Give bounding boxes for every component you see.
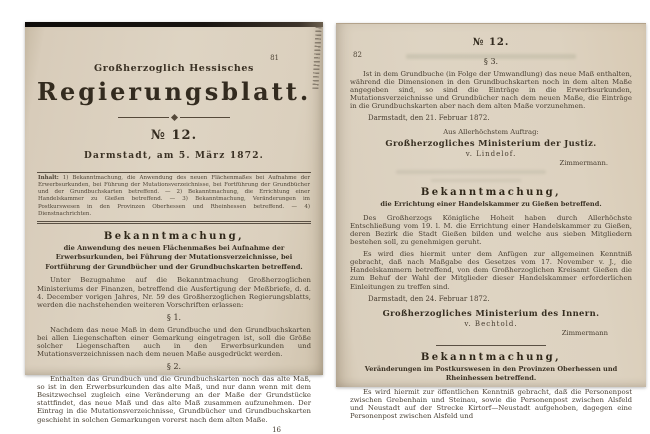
announcement1-subheading: die Anwendung des neuen Flächenmaßes bei Aufnahme der Erwerbsurkunden, bei Führung der Mutationsverzeichnisse, bei Fortführung der Grundbücher und der Grundbuchskarten betreffend. [45,243,303,271]
section-2-paragraph: Enthalten das Grundbuch und die Grundbuchskarten noch das alte Maß, so ist in den Erwerbsurkunden das alte Maß, und nur dann wenn mit dem Besitzwechsel zugleich eine Veränderung an der Maße der Grundstücke stattfindet, das neue Maß und das alte Maß zusammen aufzunehmen. Der Eintrag in die Mutationsverzeichnisse, Grundbücher und Grundbuchskarten geschieht in solchen Gemarkungen vorerst nach dem alten Maße. [37,375,311,424]
inhalt-box [37,172,311,224]
ministry-justice: Großherzogliches Ministerium der Justiz. [385,138,597,149]
inhalt-text: 1) Bekanntmachung, die Anwendung des neuen Flächenmaßes bei Aufnahme der Erwerbsurkunden, bei Führung der Mutationsverzeichnisse, bei Fortführung der Grundbücher und der Grundbuchskarten betreffend. — 2) Bekanntmachung, die Errichtung einer Handelskammer zu Gießen betreffend. — 3) Bekanntmachung, Veränderungen im Postkurswesen in den Provinzen Oberhessen und Rheinhessen betreffend. — 4) Dienstnachrichten. [38,175,311,217]
ornament-diamond [170,114,177,121]
issue-dateline: Darmstadt, am 5. März 1872. [83,151,265,161]
page-number-right: 82 [353,51,362,59]
auftrag-line: Aus Allerhöchstem Auftrag: [443,128,539,137]
section-1-label: § 1. [166,312,182,322]
ornament-line-right [180,117,231,118]
masthead-title: Regierungsblatt. [37,77,312,106]
announcement1-intro: Unter Bezugnahme auf die Bekanntmachung Großherzoglichen Ministeriums der Finanzen, betreffend die Ausfertigung der Meßbriefe, d. d. 4. December vorigen Jahres, Nr. 59 des Großherzoglichen Regierungsblatts, werden die nachstehenden weiteren Vorschriften erlassen: [37,276,311,309]
page-number-left: 81 [270,54,279,62]
announcement3-heading: Bekanntmachung, [420,351,562,363]
section-3-paragraph: Ist in dem Grundbuche (in Folge der Umwandlung) das neue Maß enthalten, während die Dimensionen in den Grundbuchskarten noch in dem alten Maße angegeben sind, so sind die Einträge in die Erwerbsurkunden, Mutationsverzeichnisse und Grundbücher nach dem neuen Maße, die Einträge in die Grundbuchskarten aber nach dem alten Maße vorzunehmen. [350,70,632,111]
ministry-interior: Großherzogliches Ministerium des Innern. [382,307,600,318]
running-title: № 12. [472,37,510,48]
announcement2-subheading: die Errichtung einer Handelskammer zu Gießen betreffend. [380,200,602,209]
section-3-label: § 3. [483,57,499,66]
section-1-paragraph: Nachdem das neue Maß in dem Grundbuche und den Grundbuchskarten bei allen Liegenschaften einer Gemarkung eingetragen ist, soll die Größe solcher Liegenschaften auch in den Erwerbsurkunden und Mutationsverzeichnissen nach dem neuen Maße ausgedrückt werden. [37,325,311,359]
dateline-justice: Darmstadt, den 21. Februar 1872. [368,114,490,123]
countersigner-zimmermann-2: Zimmermann [561,328,608,337]
section-2-label: § 2. [166,362,182,372]
dateline-interior: Darmstadt, den 24. Februar 1872. [368,294,490,303]
signer-lindelof: v. Lindelof. [465,150,517,159]
announcement3-subheading: Veränderungen im Postkurswesen in den Provinzen Oberhessen und Rheinhessen betreffend. [364,364,618,383]
announcement2-heading: Bekanntmachung, [420,187,562,199]
announcement2-paragraph-1: Des Großherzogs Königliche Hoheit haben durch Allerhöchste Entschließung vom 19. l. M. die Errichtung einer Handelskammer zu Gießen, deren Bezirk die Stadt Gießen bilden und welche aus sieben Mitgliedern bestehen soll, zu genehmigen geruht. [350,213,632,247]
inhalt-label: Inhalt: [38,175,59,181]
left-page [25,22,323,434]
announcement2-paragraph-2: Es wird dies hiermit unter dem Anfügen zur allgemeinen Kenntniß gebracht, daß nach Maßgabe des Gesetzes vom 17. November v. J., die Handelskammern betreffend, von dem Großherzoglichen Kreisamt Gießen die zum Behuf der Wahl der Mitglieder dieser Handelskammer erforderlichen Einleitungen zu treffen sind. [350,250,632,291]
section-divider-rule [436,345,546,346]
signer-bechtold: v. Bechtold. [464,319,518,328]
issue-number: № 12. [150,128,198,143]
signature-mark: 16 [272,425,281,434]
ornament-line-left [118,117,169,118]
countersigner-zimmermann-1: Zimmermann. [559,159,608,168]
masthead-line1: Großherzoglich Hessisches [94,63,254,74]
announcement1-heading: Bekanntmachung, [103,230,245,242]
masthead-ornament [118,115,230,120]
announcement3-paragraph-1: Es wird hiermit zur öffentlichen Kenntniß gebracht, daß die Personenpost zwischen Grebenhain und Steinau, sowie die Personenpost zwischen Alsfeld und Neustadt auf der Strecke Kirtorf—Neustadt aufgehoben, dagegen eine Personenpost zwischen Alsfeld und [350,387,632,420]
right-page [336,23,646,420]
